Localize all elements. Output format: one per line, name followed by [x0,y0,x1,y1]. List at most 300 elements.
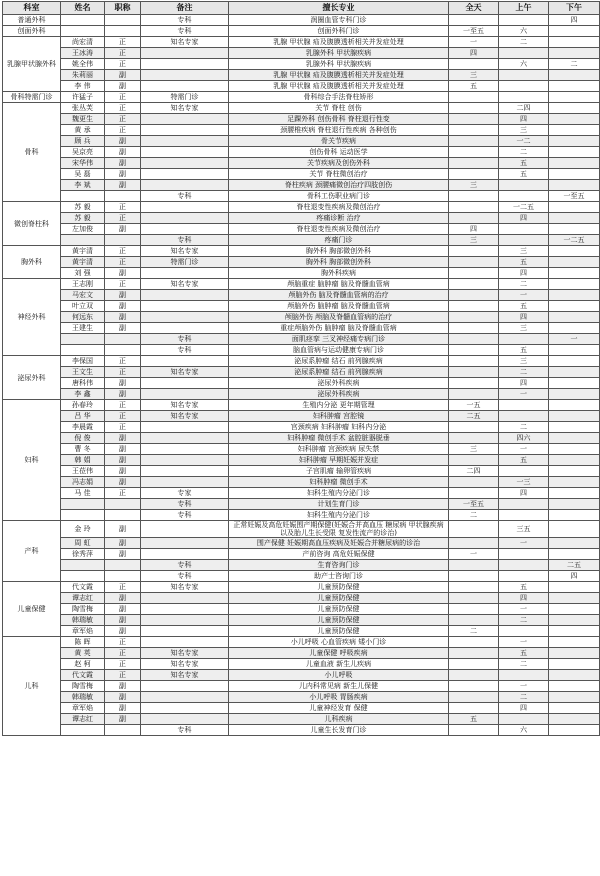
note-cell [141,615,229,626]
afternoon-cell [549,26,600,37]
specialty-cell: 乳腺外科 甲状腺疾病 [229,48,449,59]
full-day-cell [449,378,499,389]
morning-cell [499,499,549,510]
full-day-cell: 一 [449,549,499,560]
afternoon-cell [549,136,600,147]
note-cell [141,593,229,604]
job-title-cell: 正 [105,114,141,125]
morning-cell: 五 [499,345,549,356]
full-day-cell: 三 [449,70,499,81]
note-cell [141,81,229,92]
job-title-cell: 正 [105,367,141,378]
note-cell [141,147,229,158]
doctor-name-cell: 苏 毅 [61,213,105,224]
note-cell [141,268,229,279]
afternoon-cell [549,224,600,235]
morning-cell: 二 [499,147,549,158]
job-title-cell: 正 [105,202,141,213]
morning-cell [499,180,549,191]
job-title-cell: 副 [105,681,141,692]
doctor-name-cell: 苏 毅 [61,202,105,213]
dept-cell [3,15,61,26]
schedule-row [3,279,600,290]
morning-cell: 三 [499,323,549,334]
dept-cell [3,26,61,37]
morning-cell: 四六 [499,433,549,444]
col-header-dept: 科室 [3,2,61,15]
morning-cell: 一 [499,538,549,549]
job-title-cell: 副 [105,147,141,158]
schedule-row [3,114,600,125]
doctor-name-cell: 吴 磊 [61,169,105,180]
specialty-cell: 脑血管病与运动健康专病门诊 [229,345,449,356]
morning-cell [499,15,549,26]
full-day-cell [449,604,499,615]
afternoon-cell [549,202,600,213]
outpatient-schedule-table [2,1,600,736]
doctor-name-cell [61,191,105,202]
doctor-name-cell: 叶立双 [61,301,105,312]
doctor-name-cell [61,26,105,37]
job-title-cell: 副 [105,158,141,169]
full-day-cell [449,213,499,224]
doctor-name-cell: 马宏文 [61,290,105,301]
schedule-row [3,725,600,736]
morning-cell [499,81,549,92]
afternoon-cell [549,714,600,725]
full-day-cell [449,692,499,703]
note-cell [141,356,229,367]
specialty-cell: 骨关节疾病 [229,136,449,147]
morning-cell: 六 [499,725,549,736]
doctor-name-cell: 吴京亮 [61,147,105,158]
full-day-cell [449,433,499,444]
morning-cell: 四 [499,378,549,389]
afternoon-cell [549,703,600,714]
note-cell: 知名专家 [141,246,229,257]
afternoon-cell [549,81,600,92]
schedule-row [3,125,600,136]
job-title-cell: 副 [105,593,141,604]
dept-label: 儿童保健 [17,605,46,613]
schedule-row [3,538,600,549]
specialty-cell: 脊柱疾病 颈腰痛微创治疗四肢创伤 [229,180,449,191]
job-title-cell: 副 [105,433,141,444]
note-cell: 专科 [141,26,229,37]
afternoon-cell [549,681,600,692]
job-title-cell [105,725,141,736]
schedule-row [3,411,600,422]
job-title-cell: 副 [105,180,141,191]
specialty-cell: 儿童保健 呼吸疾病 [229,648,449,659]
job-title-cell [105,499,141,510]
afternoon-cell [549,378,600,389]
full-day-cell: 一 [449,37,499,48]
full-day-cell [449,59,499,70]
morning-cell: 一二五 [499,202,549,213]
schedule-row [3,477,600,488]
doctor-name-cell: 唐科伟 [61,378,105,389]
doctor-name-cell [61,725,105,736]
afternoon-cell [549,312,600,323]
morning-cell: 五 [499,257,549,268]
job-title-cell: 正 [105,213,141,224]
morning-cell: 三五 [499,521,549,538]
job-title-cell: 副 [105,477,141,488]
afternoon-cell [549,626,600,637]
doctor-name-cell: 赵 柯 [61,659,105,670]
afternoon-cell [549,389,600,400]
morning-cell [499,334,549,345]
specialty-cell: 泌尿系肿瘤 结石 前列腺疾病 [229,367,449,378]
morning-cell [499,571,549,582]
specialty-cell: 儿童预防保健 [229,615,449,626]
schedule-body [3,15,600,736]
doctor-name-cell: 韩瑞敏 [61,692,105,703]
job-title-cell: 副 [105,290,141,301]
morning-cell: 二 [499,659,549,670]
morning-cell: 五 [499,169,549,180]
dept-label: 胸外科 [21,258,42,266]
schedule-row [3,648,600,659]
dept-cell [3,202,61,246]
header-row [3,2,600,15]
specialty-cell: 创伤骨科 运动医学 [229,147,449,158]
morning-cell [499,70,549,81]
note-cell: 特需门诊 [141,92,229,103]
specialty-cell: 骨科工伤职业病门诊 [229,191,449,202]
full-day-cell [449,169,499,180]
doctor-name-cell: 周 虹 [61,538,105,549]
morning-cell [499,549,549,560]
col-header-morning: 上午 [499,2,549,15]
note-cell: 专科 [141,571,229,582]
note-cell [141,378,229,389]
schedule-row [3,499,600,510]
note-cell [141,681,229,692]
full-day-cell: 三 [449,180,499,191]
morning-cell: 四 [499,703,549,714]
doctor-name-cell: 何远东 [61,312,105,323]
full-day-cell [449,15,499,26]
full-day-cell [449,268,499,279]
full-day-cell [449,703,499,714]
note-cell [141,433,229,444]
note-cell [141,538,229,549]
specialty-cell: 妇科肿瘤 微创手术 [229,477,449,488]
full-day-cell [449,455,499,466]
dept-label: 儿科 [24,682,39,690]
full-day-cell: 二 [449,626,499,637]
dept-cell [3,637,61,736]
afternoon-cell: 二 [549,59,600,70]
dept-label: 泌尿外科 [17,373,46,382]
morning-cell [499,560,549,571]
job-title-cell: 副 [105,389,141,400]
afternoon-cell [549,257,600,268]
note-cell [141,455,229,466]
schedule-row [3,637,600,648]
afternoon-cell [549,103,600,114]
afternoon-cell: 一二五 [549,235,600,246]
job-title-cell: 正 [105,125,141,136]
doctor-name-cell: 陶雪梅 [61,604,105,615]
full-day-cell [449,681,499,692]
schedule-row [3,367,600,378]
afternoon-cell [549,48,600,59]
job-title-cell: 副 [105,224,141,235]
full-day-cell [449,488,499,499]
schedule-row [3,81,600,92]
doctor-name-cell [61,510,105,521]
specialty-cell: 小儿呼吸 心血管疾病 矮小门诊 [229,637,449,648]
afternoon-cell [549,290,600,301]
schedule-row [3,400,600,411]
specialty-cell: 宫颈疾病 妇科肿瘤 妇科内分泌 [229,422,449,433]
dept-cell [3,279,61,356]
schedule-row [3,103,600,114]
afternoon-cell [549,510,600,521]
afternoon-cell [549,246,600,257]
morning-cell [499,92,549,103]
morning-cell: 四 [499,114,549,125]
job-title-cell: 副 [105,466,141,477]
specialty-cell: 妇科生殖内分泌门诊 [229,488,449,499]
dept-cell [3,92,61,103]
doctor-name-cell: 顾 兵 [61,136,105,147]
schedule-row [3,26,600,37]
schedule-row [3,246,600,257]
afternoon-cell: 四 [549,571,600,582]
specialty-cell: 泌尿外科疾病 [229,389,449,400]
job-title-cell: 正 [105,257,141,268]
note-cell: 专科 [141,334,229,345]
schedule-row [3,257,600,268]
dept-label: 妇科 [24,456,39,464]
full-day-cell [449,345,499,356]
doctor-name-cell: 陈 晖 [61,637,105,648]
specialty-cell: 妇科肿瘤 早期妊娠并发症 [229,455,449,466]
doctor-name-cell: 黄宇清 [61,257,105,268]
note-cell: 专家 [141,488,229,499]
specialty-cell: 儿童生长发育门诊 [229,725,449,736]
doctor-name-cell: 李晨霞 [61,422,105,433]
note-cell [141,136,229,147]
note-cell [141,180,229,191]
schedule-row [3,714,600,725]
full-day-cell: 一至五 [449,499,499,510]
full-day-cell [449,367,499,378]
note-cell: 知名专家 [141,670,229,681]
note-cell [141,549,229,560]
doctor-name-cell: 魏更生 [61,114,105,125]
schedule-row [3,510,600,521]
specialty-cell: 妇科肿瘤 宫颈疾病 尿失禁 [229,444,449,455]
full-day-cell [449,725,499,736]
doctor-name-cell: 马 佳 [61,488,105,499]
morning-cell: 一二 [499,136,549,147]
schedule-row [3,455,600,466]
afternoon-cell [549,433,600,444]
specialty-cell: 疼痛门诊 [229,235,449,246]
note-cell: 知名专家 [141,367,229,378]
job-title-cell [105,334,141,345]
job-title-cell: 正 [105,488,141,499]
specialty-cell: 助产士咨询门诊 [229,571,449,582]
doctor-name-cell [61,571,105,582]
morning-cell: 二四 [499,103,549,114]
morning-cell: 五 [499,158,549,169]
note-cell [141,604,229,615]
full-day-cell [449,521,499,538]
note-cell: 专科 [141,15,229,26]
afternoon-cell [549,400,600,411]
specialty-cell: 颈腰椎疾病 脊柱退行性疾病 各种创伤 [229,125,449,136]
full-day-cell [449,356,499,367]
doctor-name-cell [61,345,105,356]
afternoon-cell [549,213,600,224]
job-title-cell: 正 [105,92,141,103]
morning-cell [499,224,549,235]
schedule-row [3,389,600,400]
job-title-cell [105,345,141,356]
full-day-cell [449,389,499,400]
note-cell [141,224,229,235]
doctor-name-cell: 王文生 [61,367,105,378]
schedule-row [3,422,600,433]
doctor-name-cell: 韩瑞敏 [61,615,105,626]
afternoon-cell [549,499,600,510]
schedule-row [3,235,600,246]
doctor-name-cell: 代文霞 [61,670,105,681]
dept-label: 创面外科 [17,27,46,35]
full-day-cell: 二 [449,510,499,521]
col-header-title: 职称 [105,2,141,15]
schedule-row [3,48,600,59]
note-cell [141,477,229,488]
specialty-cell: 正常妊娠及高危妊娠围产期保健(妊娠合并高血压 糖尿病 甲状腺疾病以及胎儿生长受限 复发性流产的诊治) [229,521,449,538]
schedule-row [3,604,600,615]
job-title-cell: 正 [105,279,141,290]
dept-cell [3,246,61,279]
note-cell: 知名专家 [141,411,229,422]
afternoon-cell [549,521,600,538]
note-cell: 知名专家 [141,279,229,290]
specialty-cell: 儿内科常见病 新生儿保健 [229,681,449,692]
job-title-cell: 正 [105,48,141,59]
schedule-row [3,334,600,345]
job-title-cell: 正 [105,659,141,670]
schedule-row [3,169,600,180]
schedule-row [3,301,600,312]
schedule-row [3,213,600,224]
doctor-name-cell: 宋华伟 [61,158,105,169]
job-title-cell: 正 [105,637,141,648]
schedule-row [3,378,600,389]
afternoon-cell [549,422,600,433]
morning-cell: 一 [499,290,549,301]
morning-cell: 二 [499,37,549,48]
dept-label: 骨科 [24,148,39,156]
dept-cell [3,37,61,92]
doctor-name-cell: 李 斌 [61,180,105,191]
schedule-row [3,92,600,103]
job-title-cell [105,26,141,37]
schedule-row [3,70,600,81]
afternoon-cell [549,455,600,466]
specialty-cell: 颅脑重症 脑肿瘤 脑及脊髓血管病 [229,279,449,290]
schedule-sheet [0,1,600,876]
afternoon-cell [549,477,600,488]
specialty-cell: 儿童预防保健 [229,604,449,615]
full-day-cell [449,312,499,323]
dept-label: 微创脊柱科 [14,219,49,228]
full-day-cell [449,615,499,626]
schedule-row [3,191,600,202]
note-cell [141,202,229,213]
full-day-cell [449,538,499,549]
doctor-name-cell [61,15,105,26]
job-title-cell: 正 [105,400,141,411]
dept-cell [3,356,61,400]
dept-cell [3,103,61,202]
doctor-name-cell: 刘 强 [61,268,105,279]
morning-cell: 二 [499,422,549,433]
doctor-name-cell: 李 伟 [61,81,105,92]
doctor-name-cell: 章军焰 [61,626,105,637]
schedule-row [3,59,600,70]
dept-label: 神经外科 [17,313,46,321]
afternoon-cell [549,169,600,180]
schedule-row [3,345,600,356]
morning-cell [499,714,549,725]
afternoon-cell [549,147,600,158]
full-day-cell [449,279,499,290]
schedule-row [3,466,600,477]
job-title-cell [105,191,141,202]
doctor-name-cell: 曹 冬 [61,444,105,455]
col-header-note: 备注 [141,2,229,15]
afternoon-cell [549,615,600,626]
dept-label: 骨科特需门诊 [10,93,53,101]
note-cell: 特需门诊 [141,257,229,268]
afternoon-cell [549,725,600,736]
doctor-name-cell: 吕 华 [61,411,105,422]
afternoon-cell: 二五 [549,560,600,571]
full-day-cell [449,670,499,681]
doctor-name-cell: 韩 娟 [61,455,105,466]
job-title-cell: 副 [105,538,141,549]
doctor-name-cell: 谭志红 [61,714,105,725]
note-cell: 专科 [141,191,229,202]
full-day-cell: 二四 [449,466,499,477]
full-day-cell [449,136,499,147]
morning-cell [499,466,549,477]
specialty-cell: 泌尿系肿瘤 结石 前列腺疾病 [229,356,449,367]
schedule-row [3,582,600,593]
job-title-cell: 副 [105,521,141,538]
note-cell [141,48,229,59]
afternoon-cell [549,670,600,681]
specialty-cell: 胸外科 胸部微创外科 [229,246,449,257]
specialty-cell: 乳腺外科 甲状腺疾病 [229,59,449,70]
morning-cell: 一三 [499,477,549,488]
schedule-row [3,37,600,48]
specialty-cell: 脊柱退变性疾病及微创治疗 [229,224,449,235]
full-day-cell [449,571,499,582]
full-day-cell [449,246,499,257]
note-cell [141,213,229,224]
